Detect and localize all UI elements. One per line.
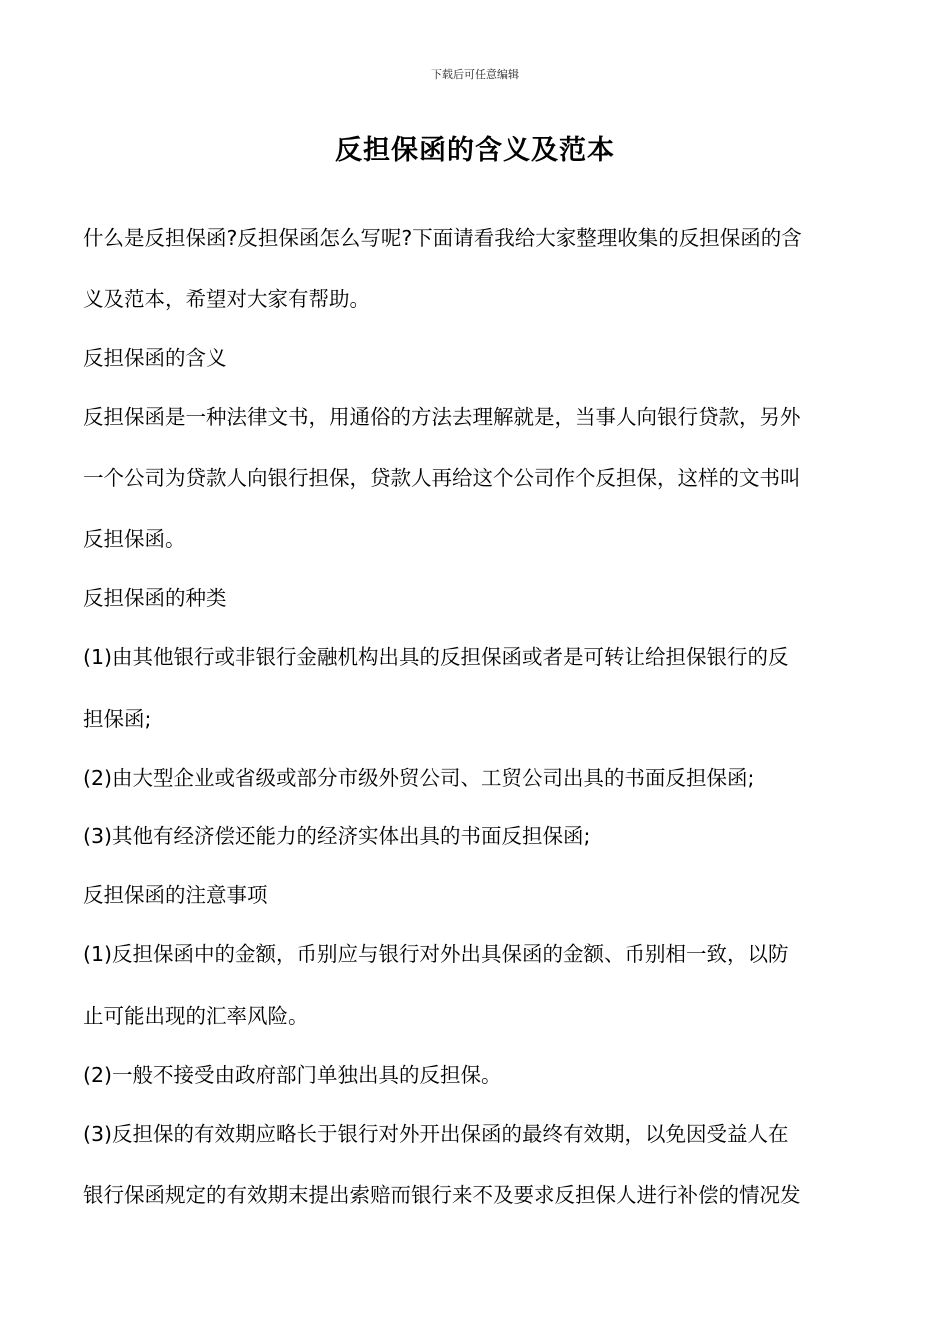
paragraph-line: 反担保函。 bbox=[83, 527, 186, 551]
list-item: 银行保函规定的有效期末提出索赔而银行来不及要求反担保人进行补偿的情况发 bbox=[83, 1183, 801, 1207]
paragraph-line: 反担保函是一种法律文书，用通俗的方法去理解就是，当事人向银行贷款，另外 bbox=[83, 405, 801, 429]
document-title: 反担保函的含义及范本 bbox=[335, 135, 615, 166]
list-item: 担保函; bbox=[83, 707, 152, 731]
list-item: (1)由其他银行或非银行金融机构出具的反担保函或者是可转让给担保银行的反 bbox=[83, 645, 789, 669]
paragraph-line: 义及范本，希望对大家有帮助。 bbox=[83, 287, 370, 311]
paragraph-line: 一个公司为贷款人向银行担保，贷款人再给这个公司作个反担保，这样的文书叫 bbox=[83, 466, 801, 490]
section-heading: 反担保函的种类 bbox=[83, 586, 227, 610]
list-item: (2)由大型企业或省级或部分市级外贸公司、工贸公司出具的书面反担保函; bbox=[83, 766, 755, 790]
section-heading: 反担保函的含义 bbox=[83, 346, 227, 370]
header-note: 下载后可任意编辑 bbox=[431, 68, 519, 81]
section-heading: 反担保函的注意事项 bbox=[83, 883, 268, 907]
list-item: (3)反担保的有效期应略长于银行对外开出保函的最终有效期，以免因受益人在 bbox=[83, 1122, 789, 1146]
list-item: (2)一般不接受由政府部门单独出具的反担保。 bbox=[83, 1063, 502, 1087]
list-item: (3)其他有经济偿还能力的经济实体出具的书面反担保函; bbox=[83, 824, 591, 848]
paragraph-line: 什么是反担保函?反担保函怎么写呢?下面请看我给大家整理收集的反担保函的含 bbox=[83, 226, 802, 250]
list-item: (1)反担保函中的金额，币别应与银行对外出具保函的金额、币别相一致，以防 bbox=[83, 942, 789, 966]
list-item: 止可能出现的汇率风险。 bbox=[83, 1004, 309, 1028]
